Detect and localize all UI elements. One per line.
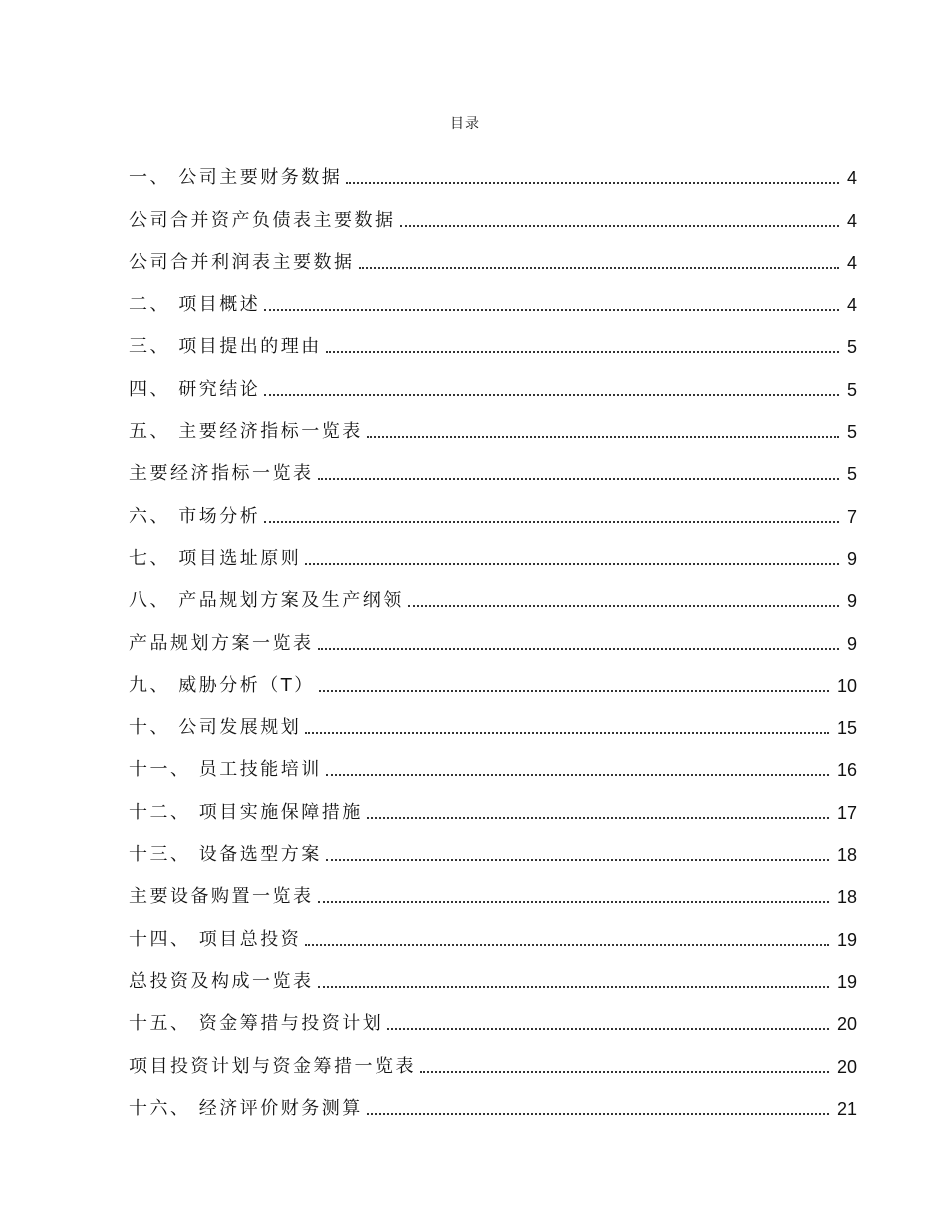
toc-dot-leader (367, 436, 839, 438)
toc-entry[interactable] (129, 661, 857, 703)
toc-entry-label[interactable]: 十一、 员工技能培训 (129, 759, 322, 781)
toc-entry-label[interactable]: 产品规划方案一览表 (129, 632, 314, 654)
toc-dot-leader (408, 605, 839, 607)
toc-entry[interactable] (129, 195, 857, 237)
toc-entry-label[interactable]: 十二、 项目实施保障措施 (129, 801, 363, 823)
toc-entry-label[interactable]: 九、 威胁分析（T） (129, 674, 315, 696)
toc-entry[interactable] (129, 745, 857, 787)
toc-dot-leader (318, 478, 839, 480)
toc-entry-label[interactable]: 二、 项目概述 (129, 294, 261, 316)
toc-dot-leader (359, 267, 839, 269)
toc-entry-page-number[interactable]: 4 (846, 252, 857, 273)
toc-entry-label[interactable]: 三、 项目提出的理由 (129, 336, 322, 358)
toc-entry-label[interactable]: 八、 产品规划方案及生产纲领 (129, 590, 404, 612)
toc-list (129, 153, 857, 1126)
toc-entry[interactable] (129, 322, 857, 364)
toc-title: 目录 (450, 116, 480, 132)
toc-entry[interactable] (129, 618, 857, 660)
toc-dot-leader (367, 1113, 829, 1115)
toc-entry-page-number[interactable]: 19 (836, 971, 857, 992)
toc-entry[interactable] (129, 534, 857, 576)
toc-entry-label[interactable]: 主要经济指标一览表 (129, 463, 314, 485)
toc-entry-page-number[interactable]: 17 (836, 802, 857, 823)
toc-entry-label[interactable]: 十六、 经济评价财务测算 (129, 1097, 363, 1119)
toc-dot-leader (326, 774, 829, 776)
toc-entry-label[interactable]: 主要设备购置一览表 (129, 886, 314, 908)
toc-entry-label[interactable]: 总投资及构成一览表 (129, 970, 314, 992)
toc-dot-leader (367, 817, 829, 819)
toc-dot-leader (420, 1071, 829, 1073)
toc-dot-leader (318, 648, 839, 650)
toc-entry-page-number[interactable]: 9 (846, 591, 857, 612)
toc-entry-page-number[interactable]: 7 (846, 506, 857, 527)
toc-entry-label[interactable]: 五、 主要经济指标一览表 (129, 421, 363, 443)
toc-entry-page-number[interactable]: 9 (846, 633, 857, 654)
toc-entry-page-number[interactable]: 4 (846, 295, 857, 316)
toc-entry-page-number[interactable]: 20 (836, 1014, 857, 1035)
toc-entry[interactable] (129, 576, 857, 618)
toc-dot-leader (400, 225, 839, 227)
toc-entry-page-number[interactable]: 5 (846, 422, 857, 443)
toc-entry-page-number[interactable]: 16 (836, 760, 857, 781)
toc-dot-leader (264, 394, 839, 396)
toc-entry[interactable] (129, 364, 857, 406)
toc-entry[interactable] (129, 238, 857, 280)
toc-dot-leader (264, 309, 839, 311)
toc-entry[interactable] (129, 703, 857, 745)
toc-entry-page-number[interactable]: 5 (846, 337, 857, 358)
toc-entry-page-number[interactable]: 4 (846, 168, 857, 189)
toc-dot-leader (318, 901, 829, 903)
toc-entry[interactable] (129, 491, 857, 533)
toc-entry-label[interactable]: 一、 公司主要财务数据 (129, 167, 343, 189)
toc-dot-leader (326, 351, 839, 353)
toc-entry[interactable] (129, 1084, 857, 1126)
toc-entry-page-number[interactable]: 18 (836, 887, 857, 908)
toc-entry[interactable] (129, 280, 857, 322)
toc-entry-label[interactable]: 六、 市场分析 (129, 505, 261, 527)
toc-entry-page-number[interactable]: 5 (846, 379, 857, 400)
toc-dot-leader (305, 732, 829, 734)
toc-entry-page-number[interactable]: 4 (846, 210, 857, 231)
toc-entry-label[interactable]: 十四、 项目总投资 (129, 928, 302, 950)
toc-entry-label[interactable]: 十五、 资金筹措与投资计划 (129, 1013, 384, 1035)
toc-entry-page-number[interactable]: 20 (836, 1056, 857, 1077)
toc-entry-label[interactable]: 十三、 设备选型方案 (129, 844, 322, 866)
toc-entry-label[interactable]: 公司合并资产负债表主要数据 (129, 209, 396, 231)
toc-entry[interactable] (129, 999, 857, 1041)
toc-entry-label[interactable]: 公司合并利润表主要数据 (129, 251, 355, 273)
toc-entry-label[interactable]: 七、 项目选址原则 (129, 547, 302, 569)
toc-dot-leader (387, 1028, 829, 1030)
toc-dot-leader (319, 690, 829, 692)
toc-entry-label[interactable]: 项目投资计划与资金筹措一览表 (129, 1055, 416, 1077)
toc-entry-page-number[interactable]: 19 (836, 929, 857, 950)
toc-entry[interactable] (129, 153, 857, 195)
toc-dot-leader (346, 182, 839, 184)
toc-entry[interactable] (129, 957, 857, 999)
toc-entry[interactable] (129, 787, 857, 829)
toc-entry-page-number[interactable]: 9 (846, 548, 857, 569)
toc-entry-page-number[interactable]: 18 (836, 845, 857, 866)
toc-entry-page-number[interactable]: 15 (836, 718, 857, 739)
toc-entry-page-number[interactable]: 5 (846, 464, 857, 485)
toc-entry[interactable] (129, 407, 857, 449)
toc-entry-label[interactable]: 四、 研究结论 (129, 378, 261, 400)
toc-dot-leader (326, 859, 829, 861)
toc-entry[interactable] (129, 914, 857, 956)
toc-entry[interactable] (129, 1041, 857, 1083)
toc-dot-leader (318, 986, 829, 988)
toc-entry-label[interactable]: 十、 公司发展规划 (129, 717, 302, 739)
toc-dot-leader (305, 944, 829, 946)
toc-entry[interactable] (129, 830, 857, 872)
toc-entry-page-number[interactable]: 21 (836, 1098, 857, 1119)
toc-dot-leader (305, 563, 839, 565)
toc-entry-page-number[interactable]: 10 (836, 675, 857, 696)
toc-entry[interactable] (129, 449, 857, 491)
toc-dot-leader (264, 521, 839, 523)
toc-entry[interactable] (129, 872, 857, 914)
